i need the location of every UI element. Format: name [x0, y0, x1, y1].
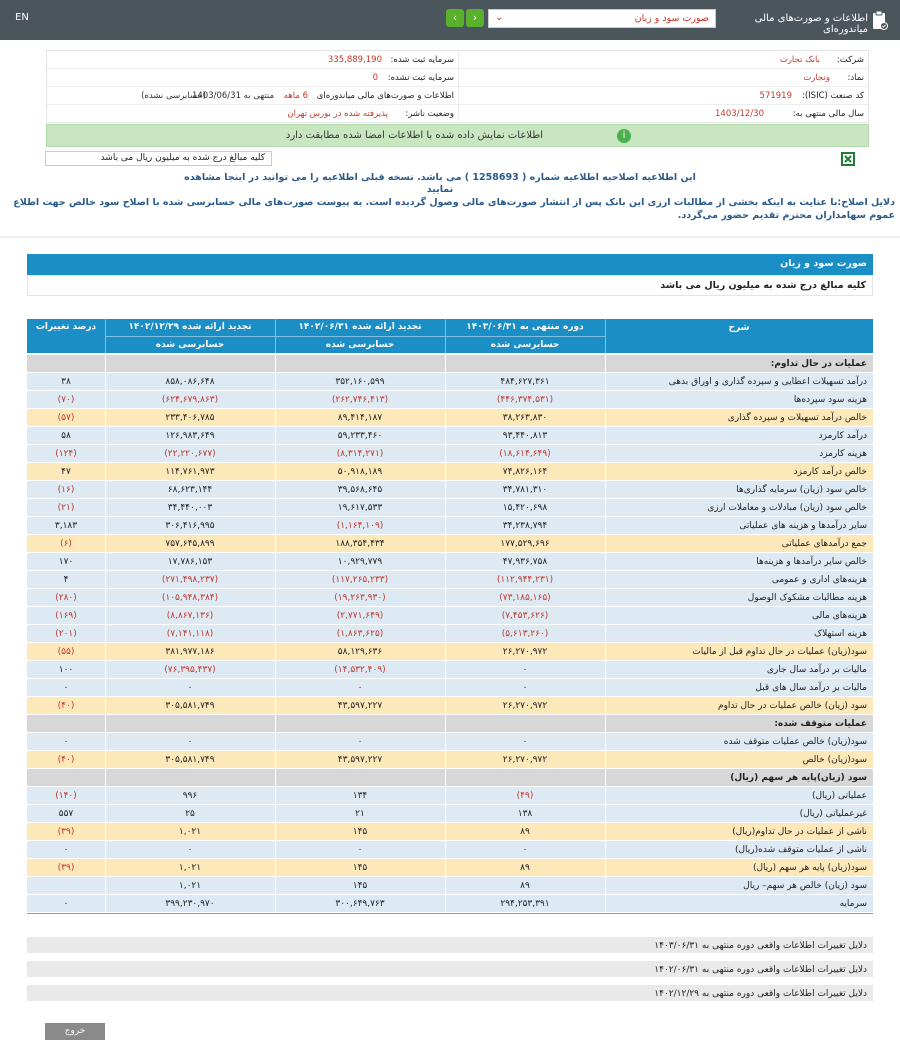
cell-col3: ۳۰۵,۵۸۱,۷۴۹ — [165, 701, 215, 711]
cell-col1: ۰ — [522, 737, 528, 747]
cell-change: ۰ — [63, 899, 69, 909]
page-title: اطلاعات و صورت‌های مالی میاندوره‌ای — [754, 13, 868, 35]
header-change: درصد تغییرات — [35, 322, 97, 332]
row-description: سود (زیان) خالص عملیات در حال تداوم — [718, 701, 867, 711]
cell-col2: ۱۴۵ — [352, 881, 368, 891]
cell-col1: ۴۷,۹۳۶,۷۵۸ — [502, 557, 548, 567]
cell-col2: ۳۹,۵۶۸,۶۴۵ — [337, 485, 383, 495]
fiscal-value: 1403/12/30 — [715, 109, 764, 119]
divider — [0, 236, 900, 238]
cell-col3: (۶۲۴,۶۷۹,۸۶۳) — [161, 395, 219, 405]
table-row — [27, 805, 873, 823]
period-status: (حسابرسی نشده) — [141, 91, 206, 101]
company-info — [46, 50, 869, 123]
table-row — [27, 643, 873, 661]
cell-col3: (۲۲,۲۲۰,۶۷۷) — [164, 449, 216, 459]
table-row — [27, 895, 873, 913]
change-reason-row[interactable]: دلایل تغییرات اطلاعات واقعی دوره منتهی به ۱۴۰۲/۱۲/۲۹ — [27, 985, 873, 1005]
cell-col3: ۱۲۶,۹۸۳,۶۴۹ — [165, 431, 215, 441]
cell-col1: (۷۳,۱۸۵,۱۶۵) — [499, 593, 551, 603]
company-label: شرکت: — [836, 55, 864, 65]
amendment-reasons: دلایل اصلاح:با عنایت به اینکه بخشی از مطالبات ارزی این بانک پس از انتشار صورت‌های مالی وصول گردیده است. به پیوست صورت‌های مالی حسابرسی شده با اصلاح سود خالص جهت اطلاع عموم سهامداران محترم تقدیم حضور می‌گردد. — [13, 197, 895, 221]
table-row — [27, 373, 873, 391]
row-description: خالص سایر درآمدها و هزینه‌ها — [756, 557, 867, 567]
row-description: سایر درآمدها و هزینه های عملیاتی — [739, 521, 867, 531]
cell-change: (۴۰) — [57, 755, 75, 765]
unregistered-label: سرمایه ثبت نشده: — [387, 73, 454, 83]
cell-col1: (۴۴۶,۳۷۴,۵۳۱) — [496, 395, 554, 405]
cell-col3: ۱۷,۷۸۶,۱۵۳ — [167, 557, 213, 567]
cell-col2: ۵۹,۲۳۳,۴۶۰ — [337, 431, 383, 441]
cell-col3: ۲۳۳,۴۰۶,۷۸۵ — [165, 413, 215, 423]
cell-col3: ۳۸۱,۹۷۷,۱۸۶ — [165, 647, 215, 657]
cell-col3: ۱,۰۲۱ — [178, 881, 202, 891]
table-row — [27, 481, 873, 499]
cell-col3: ۸۵۸,۰۸۶,۶۴۸ — [165, 377, 215, 387]
cell-col1: (۱۱۲,۹۴۴,۲۳۱) — [496, 575, 554, 585]
table-row — [27, 571, 873, 589]
table-row — [27, 841, 873, 859]
cell-col1: ۰ — [522, 845, 528, 855]
table-row — [27, 445, 873, 463]
table-row — [27, 751, 873, 769]
table-row — [27, 589, 873, 607]
cell-col1: (۷,۴۵۳,۶۲۶) — [501, 611, 549, 621]
cell-col1: ۱۳۸ — [517, 809, 533, 819]
period-label: اطلاعات و صورت‌های مالی میاندوره‌ای — [316, 91, 454, 101]
table-bottom-border — [27, 913, 873, 914]
table-header — [27, 319, 873, 353]
change-reason-row[interactable]: دلایل تغییرات اطلاعات واقعی دوره منتهی به ۱۴۰۲/۰۶/۳۱ — [27, 961, 873, 981]
cell-col1: ۳۸,۲۶۳,۸۳۰ — [502, 413, 548, 423]
cell-change: ۱۷۰ — [58, 557, 74, 567]
cell-col2: ۰ — [357, 845, 363, 855]
cell-col2: (۱۱۷,۲۶۵,۲۳۳) — [331, 575, 389, 585]
notice-text: اطلاعات نمایش داده شده با اطلاعات امضا شده مطابقت دارد — [285, 130, 543, 141]
unregistered-value: 0 — [372, 73, 378, 83]
cell-col2: (۱۴,۵۳۲,۴۰۹) — [334, 665, 386, 675]
table-row — [27, 823, 873, 841]
row-description: جمع درآمدهای عملیاتی — [781, 539, 867, 549]
cell-change: ۵۵۷ — [58, 809, 74, 819]
header-col3-sub: حسابرسی شده — [155, 340, 225, 350]
row-description: مالیات بر درآمد سال های قبل — [755, 683, 867, 693]
cell-col3: ۶۸,۶۲۳,۱۴۴ — [167, 485, 213, 495]
cell-col3: ۳۰۶,۴۱۶,۹۹۵ — [165, 521, 215, 531]
cell-col1: ۱۵,۴۲۰,۶۹۸ — [502, 503, 548, 513]
period-end: منتهی به 1403/06/31 — [191, 91, 274, 101]
table-row — [27, 553, 873, 571]
back-button[interactable]: خروج — [45, 1023, 105, 1040]
cell-col3: (۲۷۱,۴۹۸,۲۳۷) — [161, 575, 219, 585]
cell-col2: ۱۰,۹۲۹,۷۷۹ — [337, 557, 383, 567]
cell-col1: ۸۹ — [520, 881, 530, 891]
row-description: درآمد تسهیلات اعطایی و سپرده گذاری و اوراق بدهی — [668, 377, 867, 387]
row-description: غیرعملیاتی (ریال) — [799, 809, 867, 819]
header-col1: دوره منتهی به ۱۴۰۳/۰۶/۳۱ — [466, 322, 584, 332]
cell-change: ۴ — [63, 575, 69, 585]
cell-change: ۴۷ — [61, 467, 71, 477]
header-description: شرح — [728, 323, 750, 333]
fiscal-label: سال مالی منتهی به: — [792, 109, 864, 119]
cell-col3: ۳۴,۴۴۰,۰۰۳ — [167, 503, 213, 513]
cell-col1: ۲۹۴,۲۵۳,۳۹۱ — [500, 899, 550, 909]
table-row — [27, 733, 873, 751]
units-line: کلیه مبالغ درج شده به میلیون ریال می باشد — [27, 275, 873, 296]
cell-change: (۷۰) — [57, 395, 75, 405]
cell-col1: ۲۶,۲۷۰,۹۷۲ — [502, 701, 548, 711]
header-col3: تجدید ارائه شده ۱۴۰۲/۱۲/۲۹ — [128, 322, 252, 332]
cell-col1: ۰ — [522, 683, 528, 693]
cell-col2: ۵۰,۹۱۸,۱۸۹ — [337, 467, 383, 477]
symbol-value: وتجارت — [803, 73, 830, 83]
table-row — [27, 391, 873, 409]
change-reason-row[interactable]: دلایل تغییرات اطلاعات واقعی دوره منتهی به ۱۴۰۳/۰۶/۳۱ — [27, 937, 873, 957]
header-col1-sub: حسابرسی شده — [490, 340, 560, 350]
symbol-label: نماد: — [847, 73, 864, 83]
section-title: صورت سود و زیان — [27, 254, 873, 275]
report-select-value: صورت سود و زیان — [634, 13, 709, 24]
row-description: سود(زیان) خالص عملیات متوقف شده — [723, 737, 867, 747]
cell-col1: ۳۴,۷۸۱,۳۱۰ — [502, 485, 548, 495]
table-row — [27, 409, 873, 427]
row-description: سود(زیان) پایه هر سهم (ریال) — [753, 863, 867, 873]
row-description: عملیات متوقف شده: — [774, 719, 867, 729]
table-row — [27, 697, 873, 715]
cell-change: (۱۴۰) — [55, 791, 77, 801]
table-row — [27, 463, 873, 481]
cell-col2: ۵۸,۱۲۹,۶۳۶ — [337, 647, 383, 657]
cell-col3: ۳۰۵,۵۸۱,۷۴۹ — [165, 755, 215, 765]
row-description: ناشی از عملیات متوقف شده(ریال) — [734, 845, 867, 855]
cell-col2: ۰ — [357, 683, 363, 693]
cell-change: (۶) — [60, 539, 72, 549]
table-row — [27, 517, 873, 535]
table-row — [27, 877, 873, 895]
cell-change: ۰ — [63, 737, 69, 747]
cell-col2: (۱۹,۲۶۳,۹۳۰) — [334, 593, 386, 603]
cell-change: ۰ — [63, 683, 69, 693]
cell-col2: ۱۴۵ — [352, 827, 368, 837]
cell-col1: ۲۶,۲۷۰,۹۷۲ — [502, 755, 548, 765]
verification-notice — [46, 124, 869, 147]
cell-col3: ۰ — [187, 683, 193, 693]
header-col2-sub: حسابرسی شده — [325, 340, 395, 350]
cell-change: (۴۰) — [57, 701, 75, 711]
top-bar — [0, 0, 900, 40]
row-description: هزینه سود سپرده‌ها — [793, 395, 867, 405]
row-description: عملیاتی (ریال) — [811, 791, 867, 801]
cell-change: ۱۰۰ — [58, 665, 74, 675]
row-description: مالیات بر درآمد سال جاری — [766, 665, 867, 675]
table-row — [27, 427, 873, 445]
cell-col1: (۵,۶۱۳,۲۶۰) — [501, 629, 549, 639]
cell-col2: ۸۹,۴۱۴,۱۸۷ — [337, 413, 383, 423]
excel-export-icon[interactable] — [840, 151, 856, 167]
cell-col2: ۳۰۰,۶۴۹,۷۶۳ — [335, 899, 385, 909]
cell-change: ۵۸ — [61, 431, 71, 441]
cell-change: (۵۷) — [57, 413, 75, 423]
row-description: سود(زیان) خالص — [802, 755, 867, 765]
cell-col3: ۷۵۷,۶۴۵,۸۹۹ — [165, 539, 215, 549]
cell-col3: ۱۱۴,۷۶۱,۹۷۳ — [165, 467, 215, 477]
cell-change: (۵۵) — [57, 647, 75, 657]
cell-col2: ۱۹,۶۱۷,۵۳۳ — [337, 503, 383, 513]
cell-col2: (۲,۷۷۱,۶۴۹) — [336, 611, 384, 621]
table-row — [27, 679, 873, 697]
cell-col3: ۰ — [187, 737, 193, 747]
cell-col1: ۰ — [522, 665, 528, 675]
cell-col1: ۳۴,۲۳۸,۷۹۴ — [502, 521, 548, 531]
cell-col1: ۱۷۷,۵۲۹,۶۹۶ — [500, 539, 550, 549]
cell-col1: ۸۹ — [520, 827, 530, 837]
row-description: خالص درآمد کارمزد — [793, 467, 867, 477]
isic-label: کد صنعت (ISIC): — [801, 91, 864, 101]
company-value: بانک تجارت — [779, 55, 820, 65]
period-months: 6 ماهه — [283, 91, 308, 101]
cell-change: (۲۰۱) — [55, 629, 77, 639]
cell-col1: (۴۹) — [516, 791, 534, 801]
cell-col2: ۴۳,۵۹۷,۲۲۷ — [337, 755, 383, 765]
cell-change: ۳,۱۸۳ — [54, 521, 78, 531]
cell-col2: ۰ — [357, 737, 363, 747]
units-box: کلیه مبالغ درج شده به میلیون ریال می باشد — [45, 151, 272, 166]
row-description: سود(زیان) عملیات در حال تداوم قبل از مالیات — [692, 647, 867, 657]
cell-col3: (۷,۱۴۱,۱۱۸) — [166, 629, 214, 639]
amendment-note[interactable]: این اطلاعیه اصلاحیه اطلاعیه شماره ( 1258693 ) می باشد. نسخه قبلی اطلاعیه را می توانید در اینجا مشاهده نمایید — [184, 172, 696, 195]
row-description: هزینه استهلاک — [814, 629, 867, 639]
header-col2: تجدید ارائه شده ۱۴۰۲/۰۶/۳۱ — [298, 322, 422, 332]
cell-col1: (۱۸,۶۱۴,۶۴۹) — [499, 449, 551, 459]
row-description: خالص سود (زیان) سرمایه گذاری‌ها — [736, 485, 867, 495]
next-button[interactable]: › — [466, 9, 484, 27]
cell-change: (۲۱) — [57, 503, 75, 513]
row-description: سرمایه — [839, 899, 867, 909]
column-separator — [445, 355, 446, 913]
cell-col3: ۰ — [187, 845, 193, 855]
cell-col2: ۴۳,۵۹۷,۲۲۷ — [337, 701, 383, 711]
language-toggle[interactable]: EN — [15, 12, 29, 23]
cell-col2: ۳۵۲,۱۶۰,۵۹۹ — [335, 377, 385, 387]
capital-label: سرمایه ثبت شده: — [390, 55, 454, 65]
row-description: سود (زیان) خالص هر سهم– ریال — [743, 881, 867, 891]
publisher-value: پذیرفته شده در بورس تهران — [287, 109, 388, 119]
report-type-select[interactable] — [488, 9, 716, 28]
row-description: خالص سود (زیان) مبادلات و معاملات ارزی — [707, 503, 867, 513]
table-row — [27, 661, 873, 679]
column-separator — [275, 355, 276, 913]
row-description: ناشی از عملیات در حال تداوم(ریال) — [732, 827, 867, 837]
capital-value: 335,889,190 — [327, 55, 382, 65]
table-section-row — [27, 715, 873, 733]
cell-col2: ۱۳۴ — [352, 791, 368, 801]
cell-change: (۲۸۰) — [55, 593, 77, 603]
cell-change: (۳۹) — [57, 827, 75, 837]
cell-col1: ۹۳,۴۴۰,۸۱۳ — [502, 431, 548, 441]
row-description: درآمد کارمزد — [818, 431, 867, 441]
cell-col3: ۱,۰۲۱ — [178, 863, 202, 873]
cell-col2: ۱۴۵ — [352, 863, 368, 873]
row-description: هزینه‌های اداری و عمومی — [771, 575, 867, 585]
cell-change: ۰ — [63, 845, 69, 855]
cell-col3: (۱۰۵,۹۴۸,۳۸۴) — [161, 593, 219, 603]
cell-col3: ۲۵ — [185, 809, 195, 819]
row-description: سود (زیان)پایه هر سهم (ریال) — [730, 773, 867, 783]
cell-col3: ۹۹۶ — [182, 791, 198, 801]
cell-change: (۱۲۴) — [55, 449, 77, 459]
cell-col2: (۱,۱۶۴,۱۰۹) — [336, 521, 384, 531]
cell-col1: ۷۴,۸۲۶,۱۶۴ — [502, 467, 548, 477]
table-row — [27, 607, 873, 625]
cell-col2: ۱۸۸,۳۵۴,۴۳۴ — [335, 539, 385, 549]
row-description: هزینه‌های مالی — [812, 611, 867, 621]
row-description: هزینه مطالبات مشکوک الوصول — [747, 593, 867, 603]
table-row — [27, 859, 873, 877]
prev-button[interactable]: ‹ — [446, 9, 464, 27]
isic-value: 571919 — [759, 91, 792, 101]
cell-col2: (۸,۳۱۴,۲۷۱) — [336, 449, 384, 459]
publisher-label: وضعیت ناشر: — [405, 109, 454, 119]
cell-col1: ۸۹ — [520, 863, 530, 873]
cell-col3: (۸,۸۶۷,۱۳۶) — [166, 611, 214, 621]
cell-change: ۳۸ — [61, 377, 71, 387]
cell-change: (۱۶) — [57, 485, 75, 495]
cell-change: (۱۶۹) — [55, 611, 77, 621]
column-separator — [105, 355, 106, 913]
row-description: هزینه کارمزد — [819, 449, 867, 459]
cell-col1: ۴۸۴,۶۲۷,۳۶۱ — [500, 377, 550, 387]
cell-col3: ۱,۰۲۱ — [178, 827, 202, 837]
cell-col2: (۲۶۲,۷۴۶,۴۱۳) — [331, 395, 389, 405]
cell-change: (۳۹) — [57, 863, 75, 873]
cell-col3: ۳۹۹,۲۳۰,۹۷۰ — [165, 899, 215, 909]
table-section-row — [27, 769, 873, 787]
column-separator — [605, 355, 606, 913]
cell-col3: (۷۶,۳۹۵,۴۳۷) — [164, 665, 216, 675]
table-row — [27, 787, 873, 805]
table-row — [27, 499, 873, 517]
cell-col2: ۲۱ — [355, 809, 365, 819]
table-row — [27, 625, 873, 643]
info-icon: i — [617, 129, 631, 143]
cell-col2: (۱,۸۶۳,۶۲۵) — [336, 629, 384, 639]
table-section-row — [27, 355, 873, 373]
chevron-down-icon: ⌄ — [495, 12, 504, 23]
cell-col1: ۲۶,۲۷۰,۹۷۲ — [502, 647, 548, 657]
clipboard-icon — [872, 10, 888, 30]
row-description: عملیات در حال تداوم: — [770, 359, 867, 369]
table-row — [27, 535, 873, 553]
row-description: خالص درآمد تسهیلات و سپرده گذاری — [727, 413, 867, 423]
